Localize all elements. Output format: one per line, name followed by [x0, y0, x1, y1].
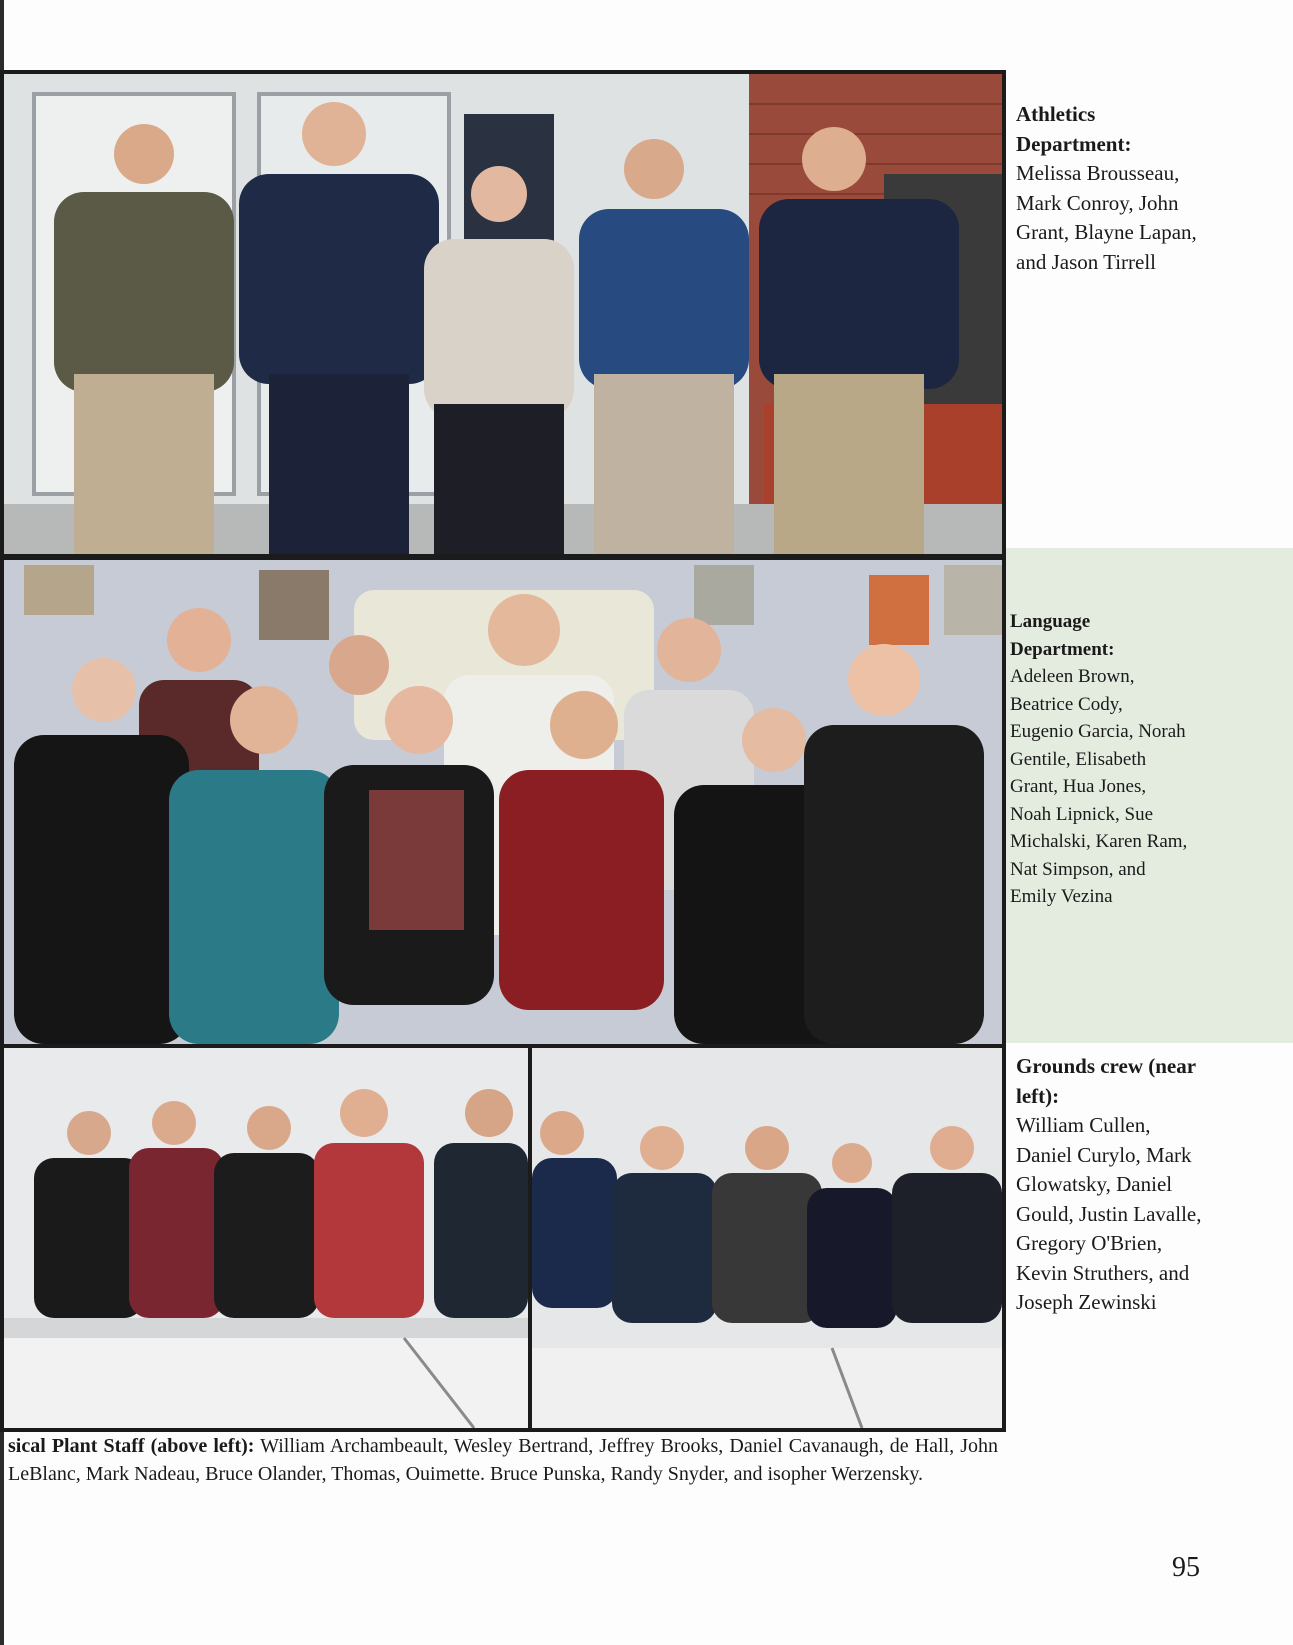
athletics-caption	[1016, 100, 1206, 277]
athletics-photo	[4, 74, 1002, 554]
grounds-crew-photo	[532, 1048, 1002, 1428]
physical-plant-photo	[4, 1048, 528, 1428]
language-photo	[4, 560, 1002, 1044]
language-names: Adeleen Brown, Beatrice Cody, Eugenio Garcia, Norah Gentile, Elisabeth Grant, Hua Jones, Noah Lipnick, Sue Michalski, Karen Ram, Nat Simpson, and Emily Vezina	[1010, 666, 1188, 907]
athletics-heading: Athletics Department:	[1016, 102, 1132, 156]
grounds-crew-photo-frame	[528, 1044, 1006, 1432]
language-caption	[1010, 608, 1190, 911]
athletics-photo-frame	[0, 70, 1006, 558]
physical-plant-heading: sical Plant Staff (above left):	[8, 1435, 255, 1457]
grounds-crew-caption	[1016, 1052, 1206, 1318]
physical-plant-names: William Archambeault, Wesley Bertrand, Jeffrey Brooks, Daniel Cavanaugh, de Hall, John LeBlanc, Mark Nadeau, Bruce Olander, Thomas, Ouimette. Bruce Punska, Randy Snyder, and isopher Werzensky.	[8, 1435, 999, 1485]
physical-plant-caption	[8, 1432, 998, 1488]
language-heading: Language Department:	[1010, 611, 1115, 660]
athletics-names: Melissa Brousseau, Mark Conroy, John Grant, Blayne Lapan, and Jason Tirrell	[1016, 161, 1197, 274]
page-number: 95	[1172, 1552, 1200, 1583]
language-photo-frame	[0, 556, 1006, 1048]
grounds-crew-names: William Cullen, Daniel Curylo, Mark Glowatsky, Daniel Gould, Justin Lavalle, Gregory O'Brien, Kevin Struthers, and Joseph Zewinski	[1016, 1113, 1202, 1314]
physical-plant-photo-frame	[0, 1044, 532, 1432]
grounds-crew-heading: Grounds crew (near left):	[1016, 1054, 1196, 1108]
